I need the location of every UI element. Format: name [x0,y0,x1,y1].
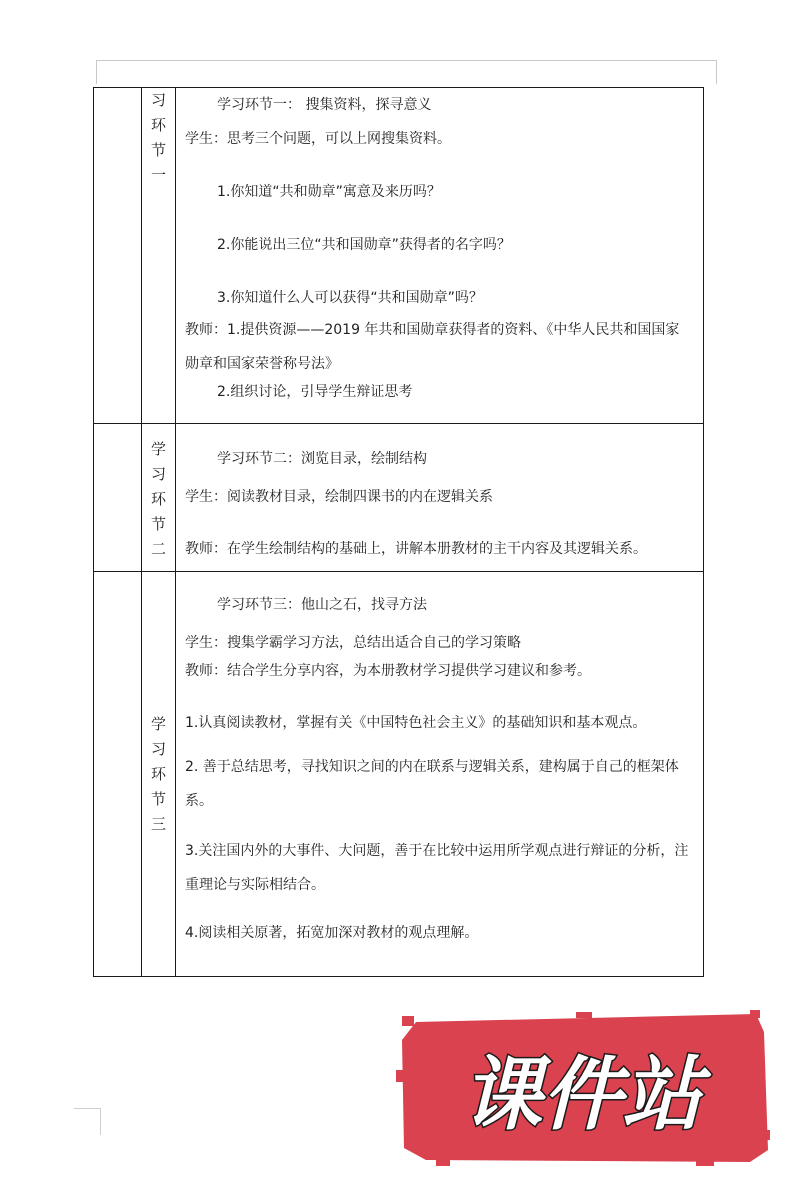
student-task: 学生：思考三个问题，可以上网搜集资料。 [185,131,451,147]
section-heading: 学习环节三：他山之石，找寻方法 [217,597,427,613]
watermark-text: 课件站 [462,1048,702,1141]
student-task: 学生：搜集学霸学习方法，总结出适合自己的学习策略 [185,635,521,651]
section-heading: 学习环节一： 搜集资料，探寻意义 [217,97,432,113]
section-label-3: 学 习 环 节 三 [142,572,176,977]
empty-cell [94,572,142,977]
crop-mark [74,1108,101,1135]
tip-item: 3.关注国内外的大事件、大问题，善于在比较中运用所学观点进行辩证的分析，注重理论与实际相结合。 [185,843,689,893]
lesson-plan-table [93,87,704,977]
question-item: 2.你能说出三位“共和国勋章”获得者的名字吗？ [217,237,511,253]
tip-item: 4.阅读相关原著，拓宽加深对教材的观点理解。 [185,925,479,941]
section-row-3 [94,572,704,977]
section-content-3 [176,572,704,977]
student-task: 学生：阅读教材目录，绘制四课书的内在逻辑关系 [185,489,493,505]
teacher-task: 教师：在学生绘制结构的基础上，讲解本册教材的主干内容及其逻辑关系。 [185,541,647,557]
tip-item: 1.认真阅读教材，掌握有关《中国特色社会主义》的基础知识和基本观点。 [185,715,647,731]
section-row-2 [94,424,704,572]
question-item: 1.你知道“共和勋章”寓意及来历吗？ [217,184,441,200]
watermark-logo [396,1010,772,1168]
empty-cell [94,88,142,424]
section-heading: 学习环节二：浏览目录，绘制结构 [217,451,427,467]
empty-cell [94,424,142,572]
teacher-task: 教师：结合学生分享内容，为本册教材学习提供学习建议和参考。 [185,663,591,679]
tip-item: 2. 善于总结思考，寻找知识之间的内在联系与逻辑关系，建构属于自己的框架体系。 [185,759,679,809]
section-content-2 [176,424,704,572]
teacher-task: 教师：1.提供资源——2019 年共和国勋章获得者的资料、《中华人民共和国国家勋章和国家荣誉称号法》 [185,322,680,372]
section-label-2: 学 习 环 节 二 [142,424,176,572]
teacher-task-2: 2.组织讨论，引导学生辩证思考 [217,384,413,400]
section-content-1 [176,88,704,424]
page-header-rule [96,60,716,61]
section-row-1 [94,88,704,424]
header-right-tick [716,60,717,84]
section-label-1: 习 环 节 一 [142,88,176,424]
question-item: 3.你知道什么人可以获得“共和国勋章”吗？ [217,290,483,306]
header-left-tick [96,60,97,84]
